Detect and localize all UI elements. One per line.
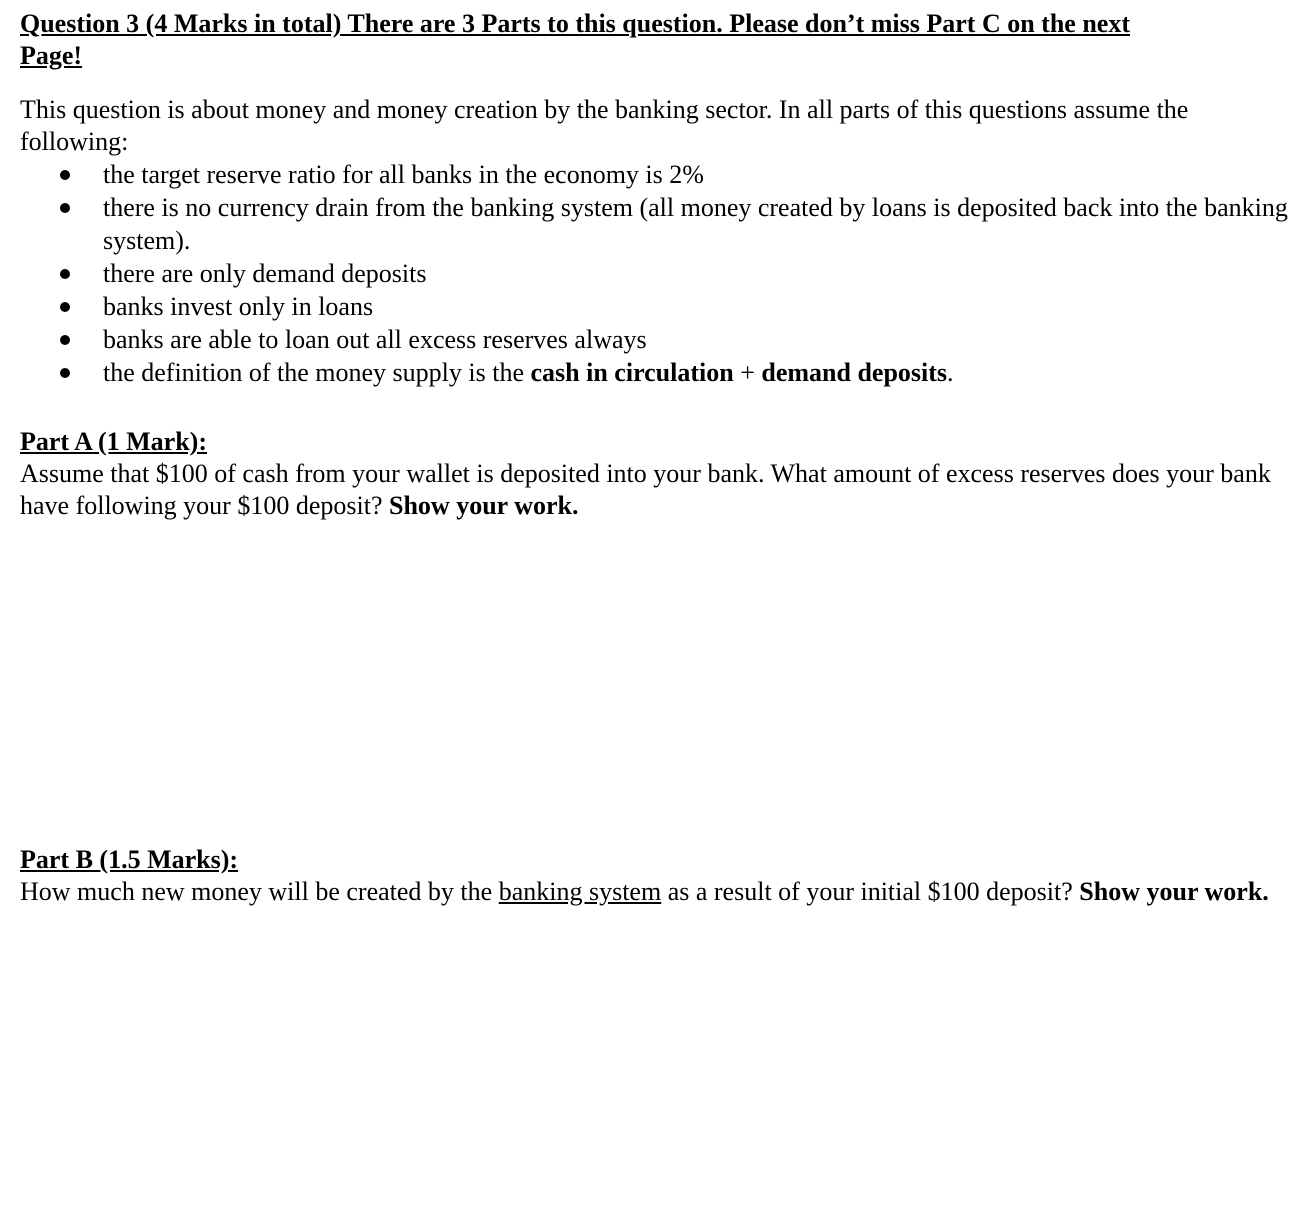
bullet-icon <box>60 203 70 213</box>
bullet-icon <box>60 302 70 312</box>
question-title-line1: Question 3 (4 Marks in total) There are 3 Parts to this question. Please don’t miss Part C on the next <box>20 9 1131 38</box>
part-b-instruction: Show your work. <box>1079 877 1269 906</box>
assumption-text: there is no currency drain from the banking system (all money created by loans is deposited back into the banking system). <box>103 193 1288 255</box>
part-a-question-text: Assume that $100 of cash from your wallet is deposited into your bank. What amount of excess reserves does your bank have following your $100 deposit? <box>20 459 1271 520</box>
money-supply-cash: cash in circulation <box>530 358 734 387</box>
question-title <box>20 8 1290 72</box>
part-a-section <box>20 426 1290 522</box>
part-b-question-prefix: How much new money will be created by the <box>20 877 499 906</box>
money-supply-plus: + <box>733 358 762 387</box>
assumption-text: the target reserve ratio for all banks in the economy is 2% <box>103 160 704 189</box>
assumptions-list <box>20 158 1290 389</box>
assumption-item <box>20 290 1290 323</box>
question-intro: This question is about money and money creation by the banking sector. In all parts of this questions assume the following: <box>20 95 1189 156</box>
part-a-question <box>20 458 1290 522</box>
question-title-line2: Page! <box>20 41 83 70</box>
bullet-icon <box>60 269 70 279</box>
assumption-item <box>20 257 1290 290</box>
money-supply-deposits: demand deposits <box>761 358 948 387</box>
assumption-item <box>20 191 1290 257</box>
assumption-item-money-supply <box>20 356 1290 389</box>
assumption-item <box>20 158 1290 191</box>
part-b-question <box>20 876 1290 908</box>
bullet-icon <box>60 368 70 378</box>
assumption-text: banks invest only in loans <box>103 292 374 321</box>
part-b-section <box>20 844 1290 908</box>
part-a-instruction: Show your work. <box>389 491 579 520</box>
part-b-question-suffix: as a result of your initial $100 deposit? <box>661 877 1080 906</box>
assumption-item <box>20 323 1290 356</box>
part-b-underlined-term: banking system <box>498 877 662 906</box>
bullet-icon <box>60 170 70 180</box>
part-b-heading: Part B (1.5 Marks): <box>20 845 239 874</box>
part-a-heading: Part A (1 Mark): <box>20 427 208 456</box>
bullet-icon <box>60 335 70 345</box>
assumption-text: banks are able to loan out all excess reserves always <box>103 325 647 354</box>
money-supply-suffix: . <box>947 358 954 387</box>
question-page <box>20 8 1290 906</box>
assumption-text: there are only demand deposits <box>103 259 427 288</box>
money-supply-prefix: the definition of the money supply is the <box>103 358 531 387</box>
